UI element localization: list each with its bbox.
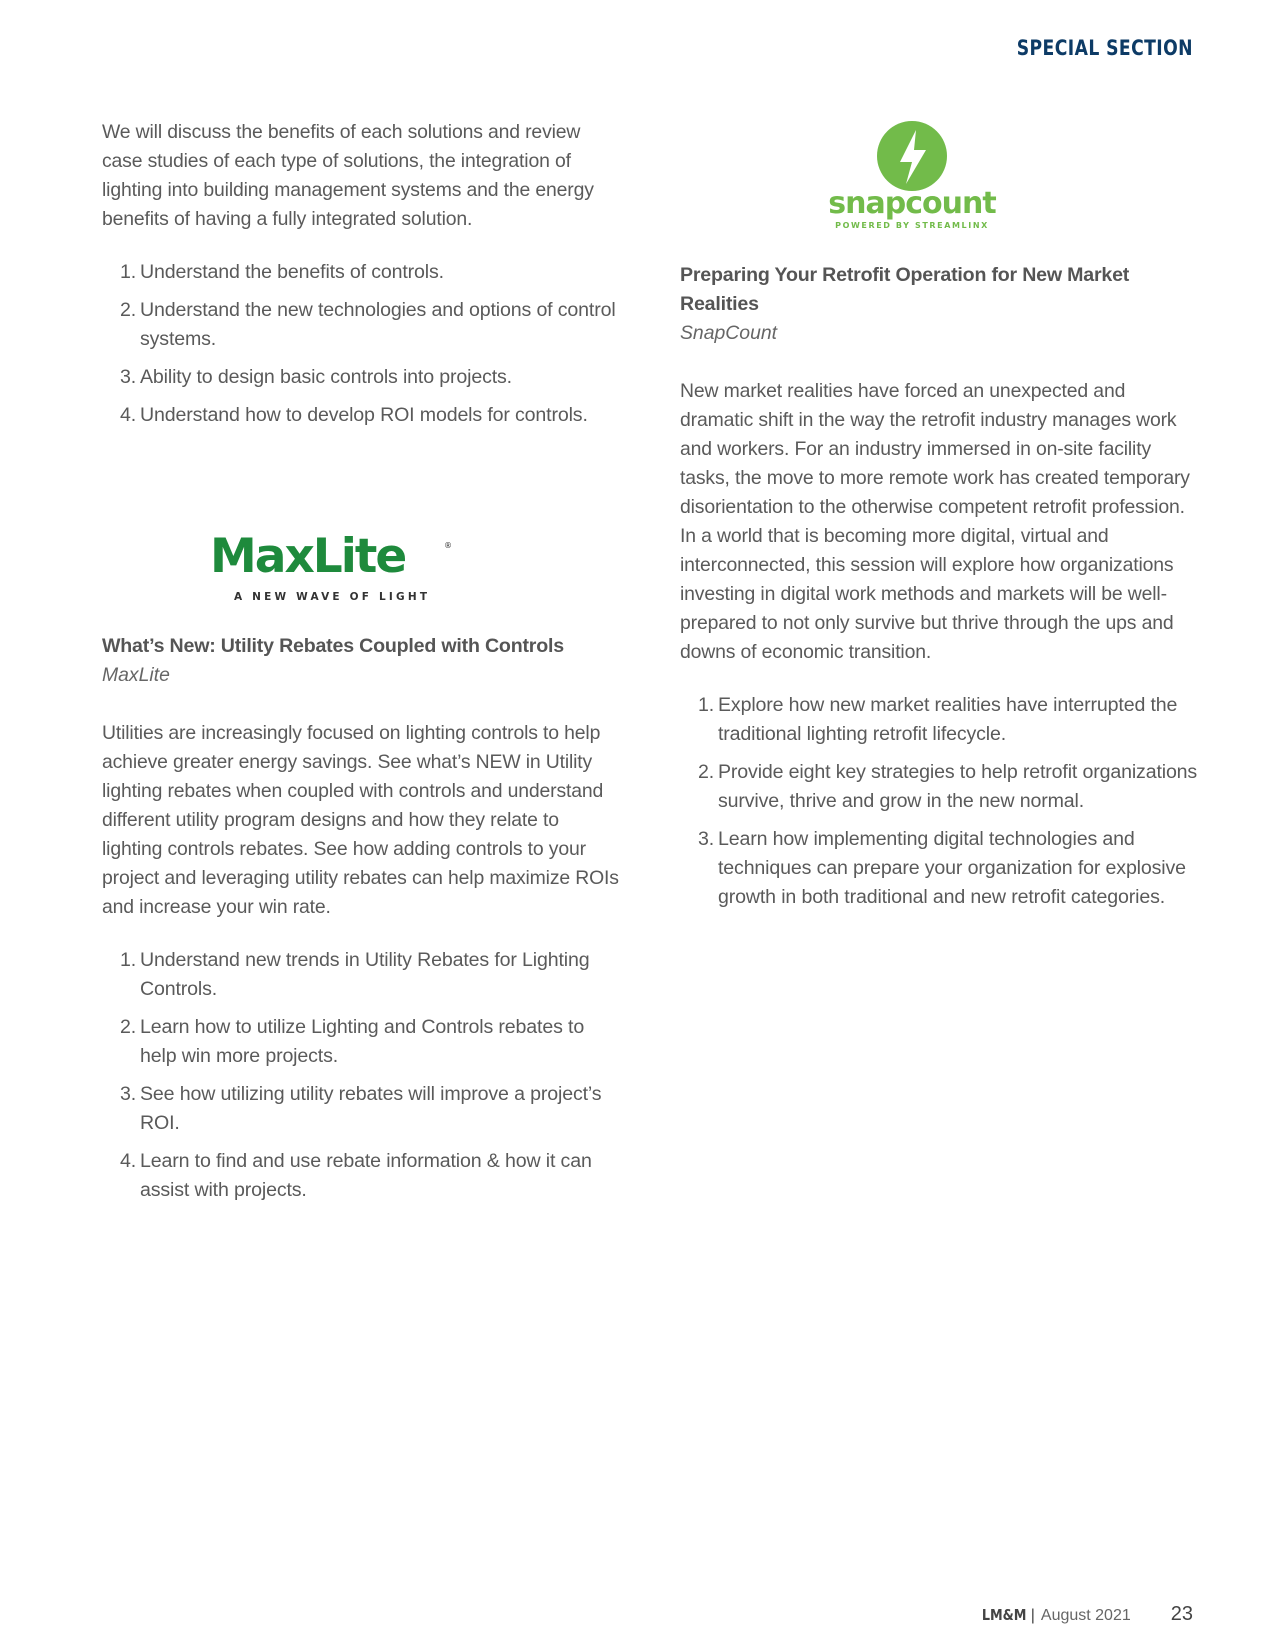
list-item: 1. Understand the benefits of controls.: [120, 261, 444, 283]
list-item: 3. See how utilizing utility rebates will improve a project’s ROI.: [120, 1083, 602, 1134]
session-description: New market realities have forced an unexpected and dramatic shift in the way the retrofit industry manages work and workers. For an industry immersed in on-site facility tasks, the move to more remote work has created temporary disorientation to the otherwise competent retrofit profession. In a world that is becoming more digital, virtual and interconnected, this session will explore how organizations investing in digital work methods and markets will be well-prepared to not only survive but thrive through the ups and downs of economic transition.: [680, 380, 1190, 663]
snapcount-wordmark: snapcount: [828, 186, 996, 221]
list-item: 4. Learn to find and use rebate information & how it can assist with projects.: [120, 1150, 592, 1201]
session-title: Preparing Your Retrofit Operation for New Market Realities: [680, 264, 1130, 315]
list-item: 2. Provide eight key strategies to help retrofit organizations survive, thrive and grow in the new normal.: [698, 761, 1198, 812]
session-objectives-list: [102, 946, 622, 1205]
publication-name: LM&M: [982, 1606, 1027, 1624]
page-footer: [974, 1603, 1193, 1626]
session-presenter: MaxLite: [102, 664, 170, 686]
list-item: 4. Understand how to develop ROI models for controls.: [120, 404, 588, 426]
page-number: 23: [1170, 1603, 1193, 1625]
list-item: 2. Understand the new technologies and options of control systems.: [120, 299, 616, 350]
intro-paragraph: We will discuss the benefits of each solutions and review case studies of each type of solutions, the integration of lighting into building management systems and the energy benefits of having a fully integrated solution.: [102, 121, 594, 230]
left-column: [102, 118, 622, 439]
list-item: 2. Learn how to utilize Lighting and Controls rebates to help win more projects.: [120, 1016, 585, 1067]
snapcount-logo: [822, 120, 1002, 238]
session-presenter: SnapCount: [680, 322, 778, 344]
list-item: 3. Learn how implementing digital technologies and techniques can prepare your organization for explosive growth in both traditional and new retrofit categories.: [698, 828, 1186, 908]
maxlite-logo: [210, 528, 470, 608]
list-item: 3. Ability to design basic controls into projects.: [120, 366, 512, 388]
snapcount-tagline: POWERED BY STREAMLINX: [835, 221, 989, 230]
section-label: SPECIAL SECTION: [1016, 36, 1193, 60]
session-objectives-list: [680, 691, 1198, 912]
issue-date: August 2021: [1040, 1607, 1131, 1624]
list-item: 1. Understand new trends in Utility Rebates for Lighting Controls.: [120, 949, 590, 1000]
maxlite-tagline: A NEW WAVE OF LIGHT: [234, 591, 431, 603]
snapcount-session: [680, 261, 1198, 921]
session-title: What’s New: Utility Rebates Coupled with Controls: [102, 635, 564, 657]
maxlite-wordmark: MaxLite: [210, 529, 406, 584]
svg-text:®: ®: [444, 541, 452, 550]
footer-separator: |: [1030, 1607, 1035, 1624]
maxlite-session: [102, 632, 622, 1214]
session-description: Utilities are increasingly focused on lighting controls to help achieve greater energy savings. See what’s NEW in Utility lighting rebates when coupled with controls and understand different utility program designs and how they relate to lighting controls rebates. See how adding controls to your project and leveraging utility rebates can help maximize ROIs and increase your win rate.: [102, 722, 619, 918]
intro-objectives-list: [102, 258, 622, 430]
list-item: 1. Explore how new market realities have interrupted the traditional lighting retrofit lifecycle.: [698, 694, 1178, 745]
